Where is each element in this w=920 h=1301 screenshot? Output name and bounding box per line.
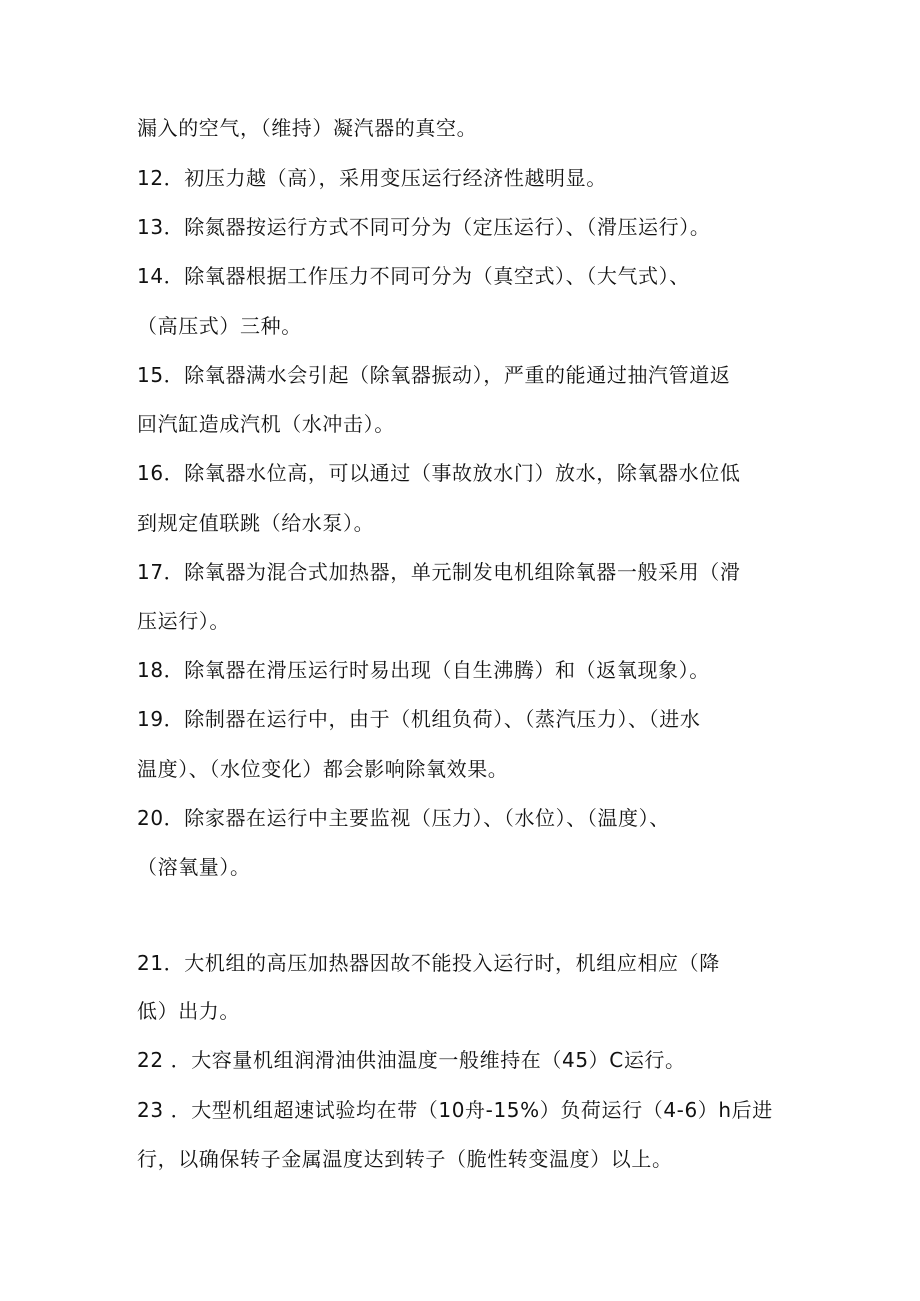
question-21-line-2: 低）出力。 xyxy=(137,999,240,1023)
question-20-line-1: 20．除家器在运行中主要监视（压力）、（水位）、（温度）、 xyxy=(137,806,670,830)
question-23-line-1: 23 ．大型机组超速试验均在带（10舟-15%）负荷运行（4-6）h后进 xyxy=(137,1098,773,1122)
question-16-line-1: 16．除氧器水位高，可以通过（事故放水门）放水，除氧器水位低 xyxy=(137,461,741,485)
question-18: 18．除氧器在滑压运行时易出现（自生沸腾）和（返氧现象）。 xyxy=(137,658,710,682)
text-line-continuation-11: 漏入的空气，（维持）凝汽器的真空。 xyxy=(137,116,478,140)
question-15-line-1: 15．除氧器满水会引起（除氧器振动），严重的能通过抽汽管道返 xyxy=(137,363,731,387)
question-20-line-2: （溶氧量）。 xyxy=(137,855,251,879)
question-21-line-1: 21．大机组的高压加热器因故不能投入运行时，机组应相应（降 xyxy=(137,951,720,975)
question-16-line-2: 到规定值联跳（给水泵）。 xyxy=(137,511,375,535)
question-14-line-1: 14．除氧器根据工作压力不同可分为（真空式）、（大气式）、 xyxy=(137,264,690,288)
question-17-line-2: 压运行）。 xyxy=(137,609,230,633)
question-12: 12．初压力越（高），采用变压运行经济性越明显。 xyxy=(137,166,607,190)
question-15-line-2: 回汽缸造成汽机（水冲击）。 xyxy=(137,412,395,436)
question-17-line-1: 17．除氧器为混合式加热器，单元制发电机组除氧器一般采用（滑 xyxy=(137,560,741,584)
question-14-line-2: （高压式）三种。 xyxy=(137,314,302,338)
question-13: 13．除氮器按运行方式不同可分为（定压运行）、（滑压运行）。 xyxy=(137,215,711,239)
question-23-line-2: 行，以确保转子金属温度达到转子（脆性转变温度）以上。 xyxy=(137,1147,673,1171)
question-22: 22 ．大容量机组润滑油供油温度一般维持在（45）C运行。 xyxy=(137,1048,686,1072)
question-19-line-1: 19．除制器在运行中，由于（机组负荷）、（蒸汽压力）、（进水 xyxy=(137,707,701,731)
question-19-line-2: 温度）、（水位变化）都会影响除氧效果。 xyxy=(137,757,509,781)
